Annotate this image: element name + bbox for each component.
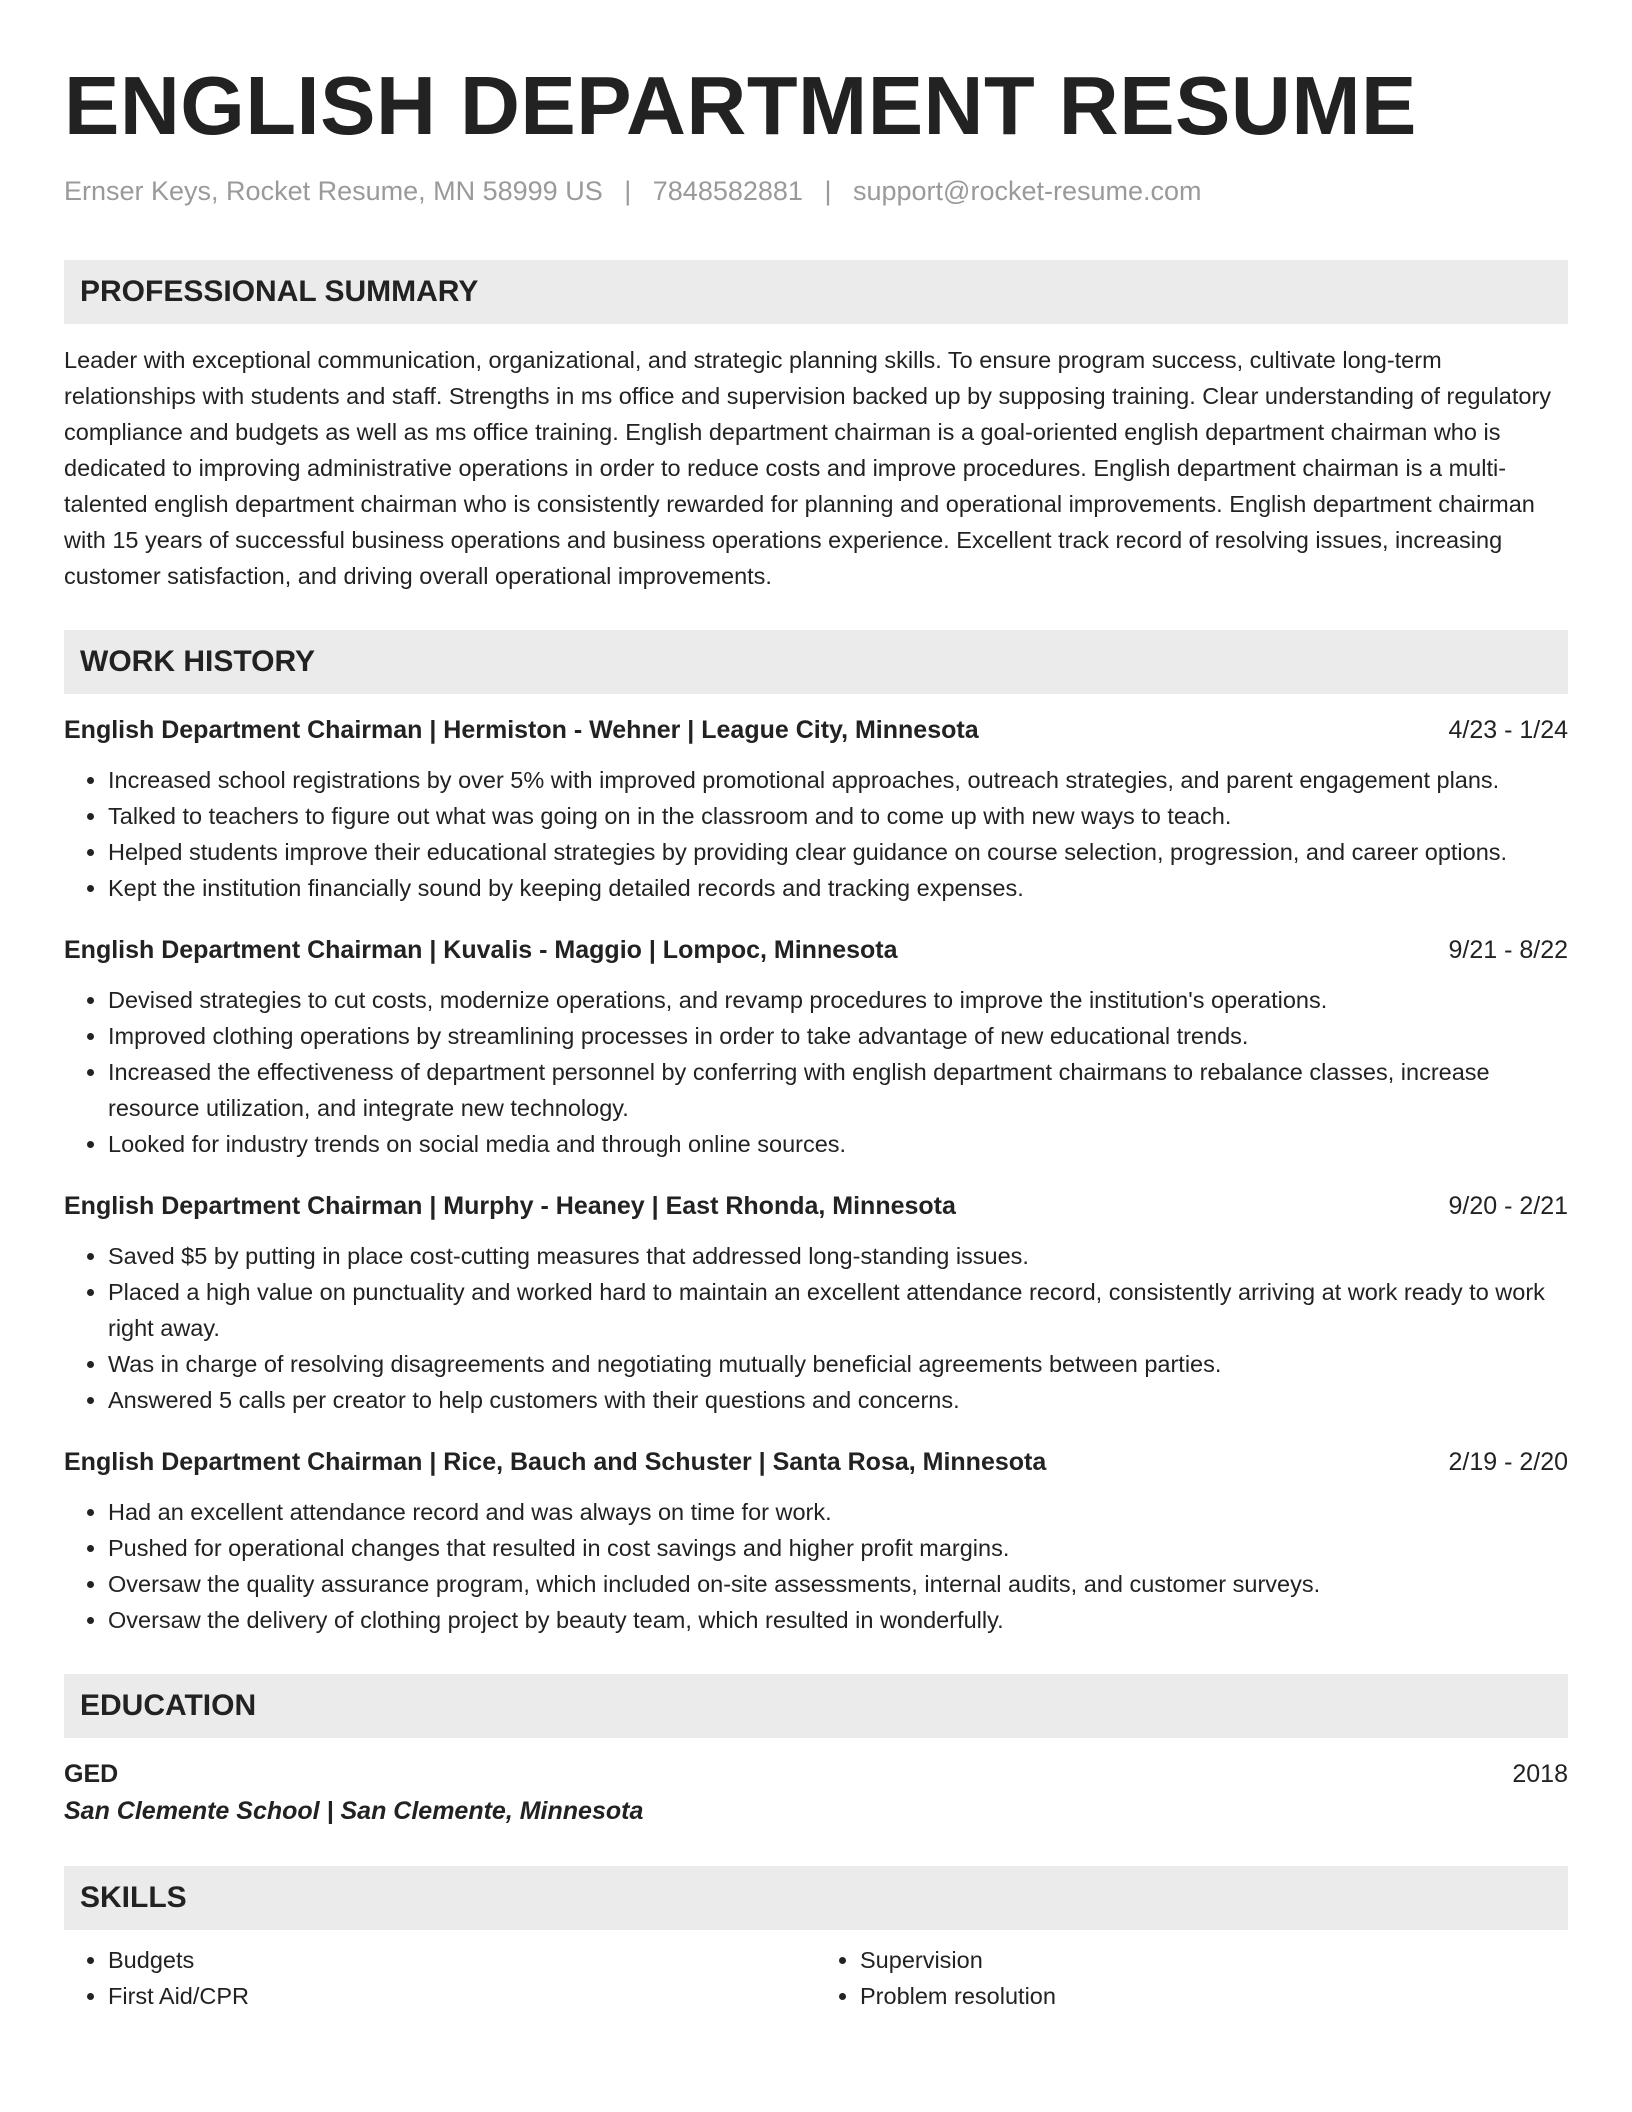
skills-column-left (64, 1942, 816, 2014)
job-header (64, 1444, 1568, 1480)
job-dates: 9/20 - 2/21 (1448, 1191, 1568, 1220)
skill-item: • First Aid/CPR (108, 1978, 816, 2014)
skill-item: • Budgets (108, 1942, 816, 1978)
job-bullet: • Helped students improve their educational strategies by providing clear guidance on course selection, progression, and career options. (108, 834, 1568, 870)
job-entry (64, 712, 1568, 906)
job-title: English Department Chairman | Rice, Bauch and Schuster | Santa Rosa, Minnesota (64, 1447, 1047, 1476)
job-entry (64, 1444, 1568, 1638)
job-bullet: • Oversaw the delivery of clothing project by beauty team, which resulted in wonderfully. (108, 1602, 1568, 1638)
job-bullet: • Improved clothing operations by streamlining processes in order to take advantage of new educational trends. (108, 1018, 1568, 1054)
education-school: San Clemente School | San Clemente, Minnesota (64, 1796, 644, 1825)
education-entry (64, 1756, 1568, 1830)
job-bullet: • Saved $5 by putting in place cost-cutting measures that addressed long-standing issues. (108, 1238, 1568, 1274)
job-title: English Department Chairman | Kuvalis - Maggio | Lompoc, Minnesota (64, 935, 898, 964)
job-entry (64, 932, 1568, 1162)
education-header (64, 1756, 1568, 1792)
skills-column-right (816, 1942, 1568, 2014)
job-bullet: • Had an excellent attendance record and was always on time for work. (108, 1494, 1568, 1530)
contact-line (64, 175, 1568, 207)
section-heading-education: EDUCATION (64, 1674, 1568, 1738)
job-header (64, 1188, 1568, 1224)
job-bullet: • Oversaw the quality assurance program, which included on-site assessments, internal audits, and customer surveys. (108, 1566, 1568, 1602)
job-dates: 9/21 - 8/22 (1448, 935, 1568, 964)
job-bullets (64, 1494, 1568, 1638)
job-bullet: • Talked to teachers to figure out what was going on in the classroom and to come up with new ways to teach. (108, 798, 1568, 834)
section-heading-summary: PROFESSIONAL SUMMARY (64, 260, 1568, 324)
job-bullets (64, 1238, 1568, 1418)
job-bullets (64, 762, 1568, 906)
job-bullet: • Was in charge of resolving disagreements and negotiating mutually beneficial agreements between parties. (108, 1346, 1568, 1382)
contact-separator: | (624, 176, 632, 207)
job-bullet: • Placed a high value on punctuality and worked hard to maintain an excellent attendance record, consistently arriving at work ready to work right away. (108, 1274, 1568, 1346)
job-bullet: • Pushed for operational changes that resulted in cost savings and higher profit margins. (108, 1530, 1568, 1566)
job-bullet: • Devised strategies to cut costs, modernize operations, and revamp procedures to improve the institution's operations. (108, 982, 1568, 1018)
contact-email: support@rocket-resume.com (852, 176, 1202, 207)
job-bullets (64, 982, 1568, 1162)
skill-item: • Problem resolution (860, 1978, 1568, 2014)
contact-phone: 7848582881 (652, 176, 803, 207)
job-header (64, 712, 1568, 748)
section-heading-work: WORK HISTORY (64, 630, 1568, 694)
job-dates: 2/19 - 2/20 (1448, 1447, 1568, 1476)
job-title: English Department Chairman | Murphy - Heaney | East Rhonda, Minnesota (64, 1191, 956, 1220)
job-bullet: • Answered 5 calls per creator to help customers with their questions and concerns. (108, 1382, 1568, 1418)
job-entry (64, 1188, 1568, 1418)
job-bullet: • Kept the institution financially sound by keeping detailed records and tracking expenses. (108, 870, 1568, 906)
resume-title: ENGLISH DEPARTMENT RESUME (64, 59, 1417, 152)
skill-item: • Supervision (860, 1942, 1568, 1978)
education-degree: GED (64, 1759, 119, 1788)
contact-address: Ernser Keys, Rocket Resume, MN 58999 US (64, 176, 603, 207)
section-heading-skills: SKILLS (64, 1866, 1568, 1930)
contact-separator: | (824, 176, 832, 207)
education-year: 2018 (1512, 1759, 1568, 1788)
skills-list (64, 1942, 1568, 2014)
job-bullet: • Increased school registrations by over 5% with improved promotional approaches, outreach strategies, and parent engagement plans. (108, 762, 1568, 798)
job-title: English Department Chairman | Hermiston - Wehner | League City, Minnesota (64, 715, 979, 744)
job-dates: 4/23 - 1/24 (1448, 715, 1568, 744)
job-bullet: • Increased the effectiveness of department personnel by conferring with english department chairmans to rebalance classes, increase resource utilization, and integrate new technology. (108, 1054, 1568, 1126)
summary-text: Leader with exceptional communication, organizational, and strategic planning skills. To ensure program success, cultivate long-term relationships with students and staff. Strengths in ms office and supervision backed up by supposing training. Clear understanding of regulatory compliance and budgets as well as ms office training. English department chairman is a goal-oriented english department chairman who is dedicated to improving administrative operations in order to reduce costs and improve procedures. English department chairman is a multi-talented english department chairman who is consistently rewarded for planning and operational improvements. English department chairman with 15 years of successful business operations and business operations experience. Excellent track record of resolving issues, increasing customer satisfaction, and driving overall operational improvements. (64, 346, 1552, 589)
job-bullet: • Looked for industry trends on social media and through online sources. (108, 1126, 1568, 1162)
job-header (64, 932, 1568, 968)
